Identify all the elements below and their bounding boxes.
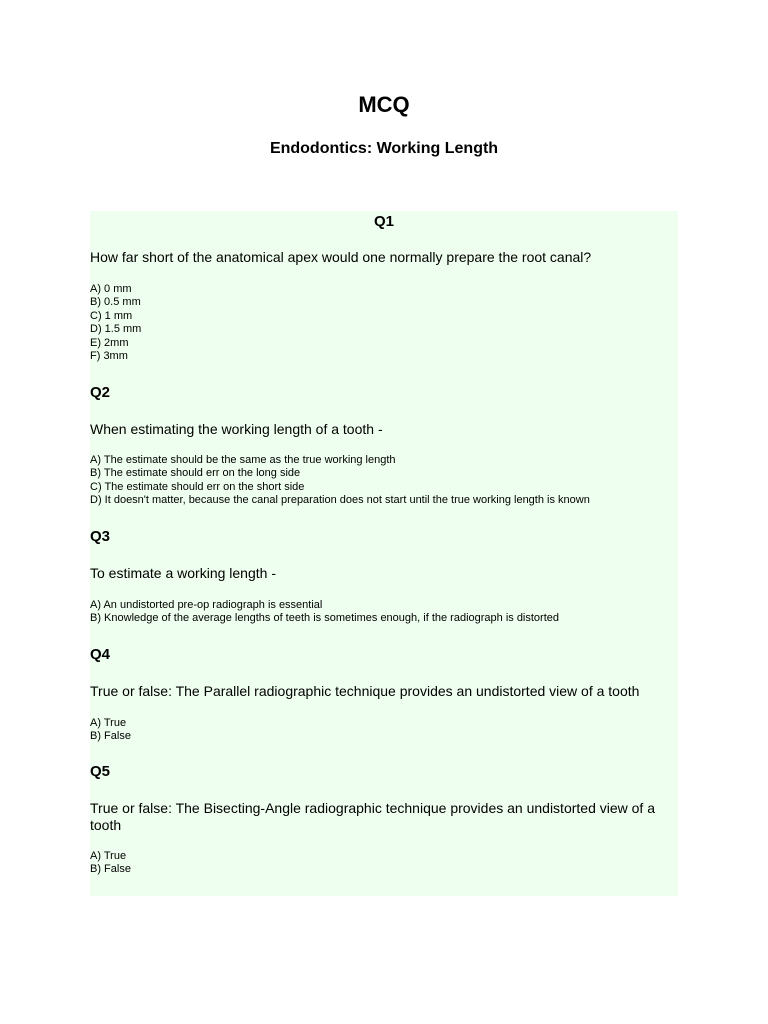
option: B) False [90,730,131,743]
option: E) 2mm [90,336,129,349]
question-3-label: Q3 [90,528,111,545]
question-5-text: True or false: The Bisecting-Angle radiographic technique provides an undistorted view of a tooth [90,800,655,833]
question-1-text: How far short of the anatomical apex would one normally prepare the root canal? [90,249,592,265]
quiz-panel [90,211,678,896]
question-3-text: To estimate a working length - [90,565,276,581]
option: C) 1 mm [90,309,133,322]
option: A) True [90,717,127,729]
option: B) The estimate should err on the long side [90,467,301,480]
option: B) False [90,863,131,876]
question-4-label: Q4 [90,646,111,663]
question-5-label: Q5 [90,763,111,780]
question-2-options [90,454,590,508]
question-3-options [90,599,559,626]
option: B) Knowledge of the average lengths of teeth is sometimes enough, if the radiograph is distorted [90,612,560,625]
question-4-text: True or false: The Parallel radiographic technique provides an undistorted view of a tooth [90,683,640,699]
option: C) The estimate should err on the short side [90,480,305,493]
option: A) An undistorted pre-op radiograph is essential [90,599,323,611]
option: D) It doesn't matter, because the canal preparation does not start until the true working length is known [90,494,590,507]
option: B) 0.5 mm [90,296,141,309]
page-subtitle: Endodontics: Working Length [269,140,499,157]
option: D) 1.5 mm [90,323,142,336]
question-2-text: When estimating the working length of a tooth - [90,421,383,437]
question-2-label: Q2 [90,384,111,401]
question-1-options [90,283,141,363]
option: A) True [90,850,127,862]
option: F) 3mm [90,350,128,363]
option: A) 0 mm [90,283,132,295]
question-5-options [90,850,131,877]
option: A) The estimate should be the same as the true working length [90,454,396,466]
page-title: MCQ [358,92,410,117]
question-1-label: Q1 [373,213,394,230]
question-4-options [90,717,131,744]
